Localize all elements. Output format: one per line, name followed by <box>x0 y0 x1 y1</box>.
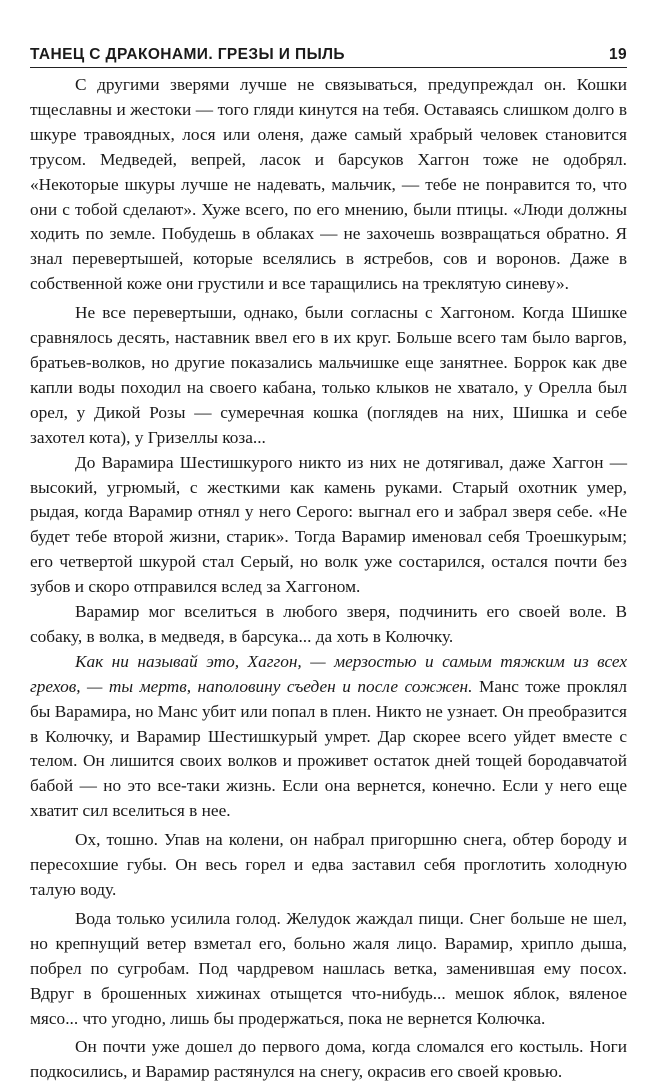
running-title: ТАНЕЦ С ДРАКОНАМИ. ГРЕЗЫ И ПЫЛЬ <box>30 46 345 63</box>
paragraph-8: Он почти уже дошел до первого дома, когда сломался его костыль. Ноги подкосились, и Варамир растянулся на снегу, окрасив его своей кровью. <box>30 1037 627 1082</box>
paragraph-4: Варамир мог вселиться в любого зверя, подчинить его своей воле. В собаку, в волка, в медведя, в барсука... да хоть в Колючку. <box>30 602 627 646</box>
paragraph-3: До Варамира Шестишкурого никто из них не дотягивал, даже Хаггон — высокий, угрюмый, с жесткими как камень руками. Старый охотник умер, рыдая, когда Варамир отнял у него Серого: выгнал его и забрал зверя себе. «Не будет тебе второй жизни, старик». Тогда Варамир именовал себя Троешкурым; его четвертой шкурой стал Серый, но волк уже состарился, остался почти без зубов и скоро отправился вслед за Хаггоном. <box>30 452 627 597</box>
page-number: 19 <box>608 46 627 63</box>
paragraph-1: С другими зверями лучше не связываться, предупреждал он. Кошки тщеславны и жестоки — того гляди кинутся на тебя. Оставаясь слишком долго в шкуре травоядных, лося или оленя, даже самый храбрый человек становится трусом. Медведей, вепрей, ласок и барсуков Хаггон тоже не одобрял. «Некоторые шкуры лучше не надевать, мальчик, — тебе не понравится то, что они с тобой сделают». Хуже всего, по его мнению, были птицы. «Люди должны ходить по земле. Побудешь в облаках — не захочешь возвращаться обратно. Я знал перевертышей, которые вселялись в ястребов, сов и воронов. Даже в собственной коже они грустили и все таращились на треклятую синеву». <box>30 75 627 294</box>
paragraph-5 <box>30 650 627 824</box>
paragraph-6: Ох, тошно. Упав на колени, он набрал пригоршню снега, обтер бороду и пересохшие губы. Он весь горел и едва заставил себя проглотить холодную талую воду. <box>30 830 627 899</box>
italic-thought: Как ни называй это, Хаггон, — мерзостью и самым тяжким из всех грехов, — ты мертв, наполовину съеден и после сожжен. <box>30 651 627 696</box>
body-text <box>30 73 627 1085</box>
paragraph-5-text: Манс тоже проклял бы Варамира, но Манс убит или попал в плен. Никто не узнает. Он преобразится в Колючку, и Варамир Шестишкурый умрет. Дар скорее всего уйдет вместе с телом. Он лишится своих волков и проживет остаток дней тощей бородавчатой бабой — но это все-таки жизнь. Если она вернется, конечно. Если у него еще хватит сил вселиться в нее. <box>30 676 627 821</box>
paragraph-7: Вода только усилила голод. Желудок жаждал пищи. Снег больше не шел, но крепнущий ветер взметал его, больно жаля лицо. Варамир, хрипло дыша, побрел по сугробам. Под чардревом нашлась ветка, заменившая ему посох. Вдруг в брошенных хижинах отыщется что-нибудь... мешок яблок, вяленое мясо... что угодно, лишь бы продержаться, пока не вернется Колючка. <box>30 908 627 1028</box>
running-header <box>30 38 627 64</box>
header-rule <box>30 67 627 68</box>
paragraph-2: Не все перевертыши, однако, были согласны с Хаггоном. Когда Шишке сравнялось десять, наставник ввел его в их круг. Больше всего там было варгов, братьев-волков, но другие показались мальчишке еще занятнее. Боррок как две капли воды походил на своего кабана, только клыков не хватало, у Орелла был орел, у Дикой Розы — сумеречная кошка (поглядев на них, Шишка и себе захотел кота), у Гризеллы коза... <box>30 303 627 447</box>
